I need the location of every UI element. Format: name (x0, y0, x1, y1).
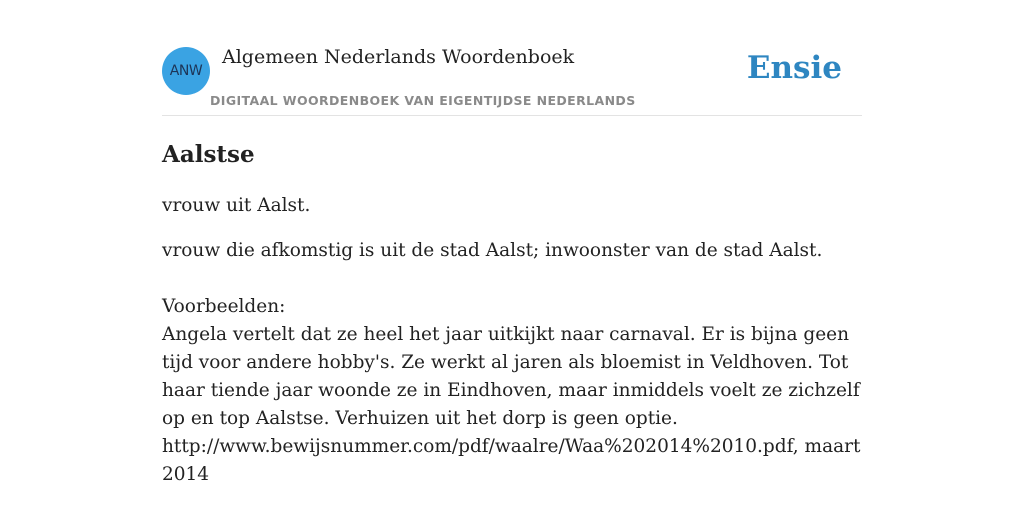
examples-section (162, 293, 862, 489)
anw-logo[interactable] (162, 47, 210, 95)
entry-content (162, 140, 862, 489)
entry-headword: Aalstse (162, 141, 255, 168)
example-source: http://www.bewijsnummer.com/pdf/waalre/Waa%202014%2010.pdf, maart 2014 (162, 436, 861, 485)
dictionary-subtitle: DIGITAAL WOORDENBOEK VAN EIGENTIJDSE NEDERLANDS (210, 93, 636, 108)
short-definition: vrouw uit Aalst. (162, 195, 311, 216)
examples-label: Voorbeelden: (162, 296, 286, 317)
ensie-brand-logo[interactable]: Ensie (746, 50, 842, 86)
logo-text: ANW (169, 63, 203, 79)
dictionary-title[interactable]: Algemeen Nederlands Woordenboek (222, 46, 575, 68)
long-definition: vrouw die afkomstig is uit de stad Aalst; inwoonster van de stad Aalst. (162, 240, 823, 261)
example-text: Angela vertelt dat ze heel het jaar uitkijkt naar carnaval. Er is bijna geen tijd voor andere hobby's. Ze werkt al jaren als bloemist in Veldhoven. Tot haar tiende jaar woonde ze in Eindhoven, maar inmiddels voelt ze zichzelf op en top Aalstse. Verhuizen uit het dorp is geen optie. (162, 324, 860, 429)
site-header (162, 40, 862, 116)
